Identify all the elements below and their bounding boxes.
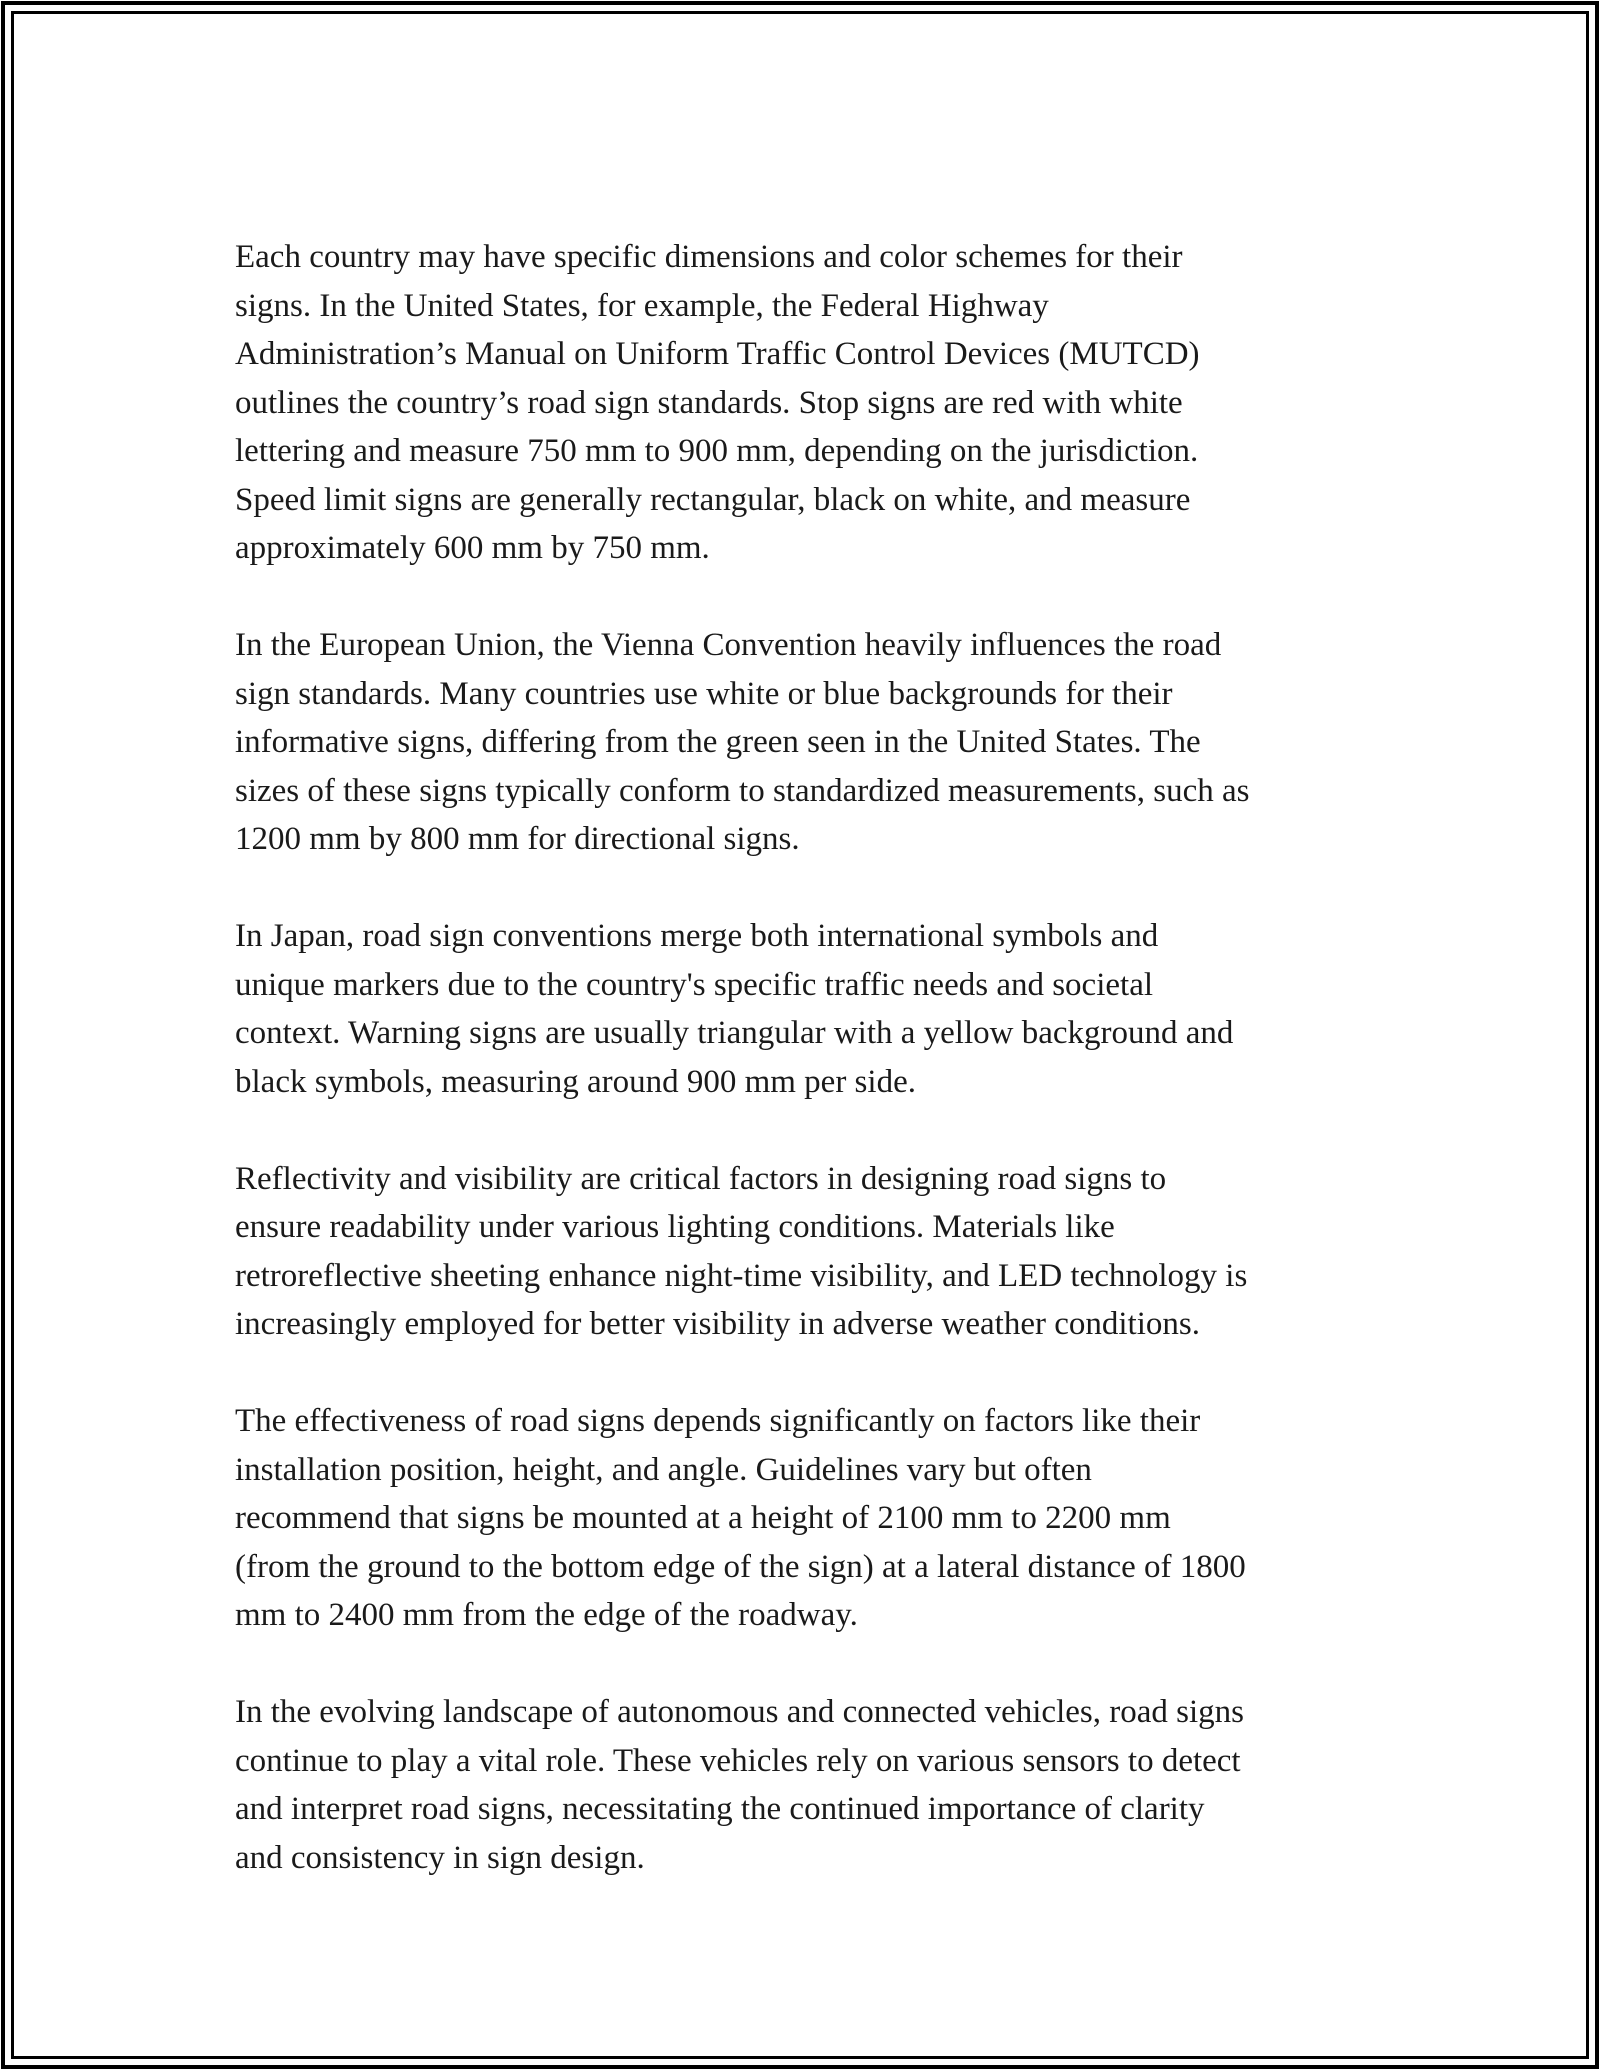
paragraph-installation: The effectiveness of road signs depends significantly on factors like their installation position, height, and angle. Guidelines vary but often recommend that signs be mounted at a height of 2100 mm to 2200 mm (from the ground to the bottom edge of the sign) at a lateral distance of 1800 mm to 2400 mm from the edge of the roadway. bbox=[235, 1403, 1246, 1633]
paragraph-japan-standards: In Japan, road sign conventions merge both international symbols and unique markers due to the country's specific traffic needs and societal context. Warning signs are usually triangular with a yellow background and black symbols, measuring around 900 mm per side. bbox=[235, 918, 1234, 1100]
paragraph-reflectivity: Reflectivity and visibility are critical factors in designing road signs to ensure readability under various lighting conditions. Materials like retroreflective sheeting enhance night-time visibility, and LED technology is increasingly employed for better visibility in adverse weather conditions. bbox=[235, 1160, 1248, 1342]
document-body bbox=[235, 233, 1385, 1931]
paragraph-us-standards: Each country may have specific dimensions and color schemes for their signs. In the United States, for example, the Federal Highway Administration’s Manual on Uniform Traffic Control Devices (MUTCD) outlines the country’s road sign standards. Stop signs are red with white lettering and measure 750 mm to 900 mm, depending on the jurisdiction. Speed limit signs are generally rectangular, black on white, and measure approximately 600 mm by 750 mm. bbox=[235, 239, 1200, 566]
paragraph-eu-standards: In the European Union, the Vienna Convention heavily influences the road sign standards. Many countries use white or blue backgrounds for their informative signs, differing from the green seen in the United States. The sizes of these signs typically conform to standardized measurements, such as 1200 mm by 800 mm for directional signs. bbox=[235, 627, 1250, 857]
paragraph-autonomous-vehicles: In the evolving landscape of autonomous and connected vehicles, road signs continue to play a vital role. These vehicles rely on various sensors to detect and interpret road signs, necessitating the continued importance of clarity and consistency in sign design. bbox=[235, 1694, 1244, 1876]
